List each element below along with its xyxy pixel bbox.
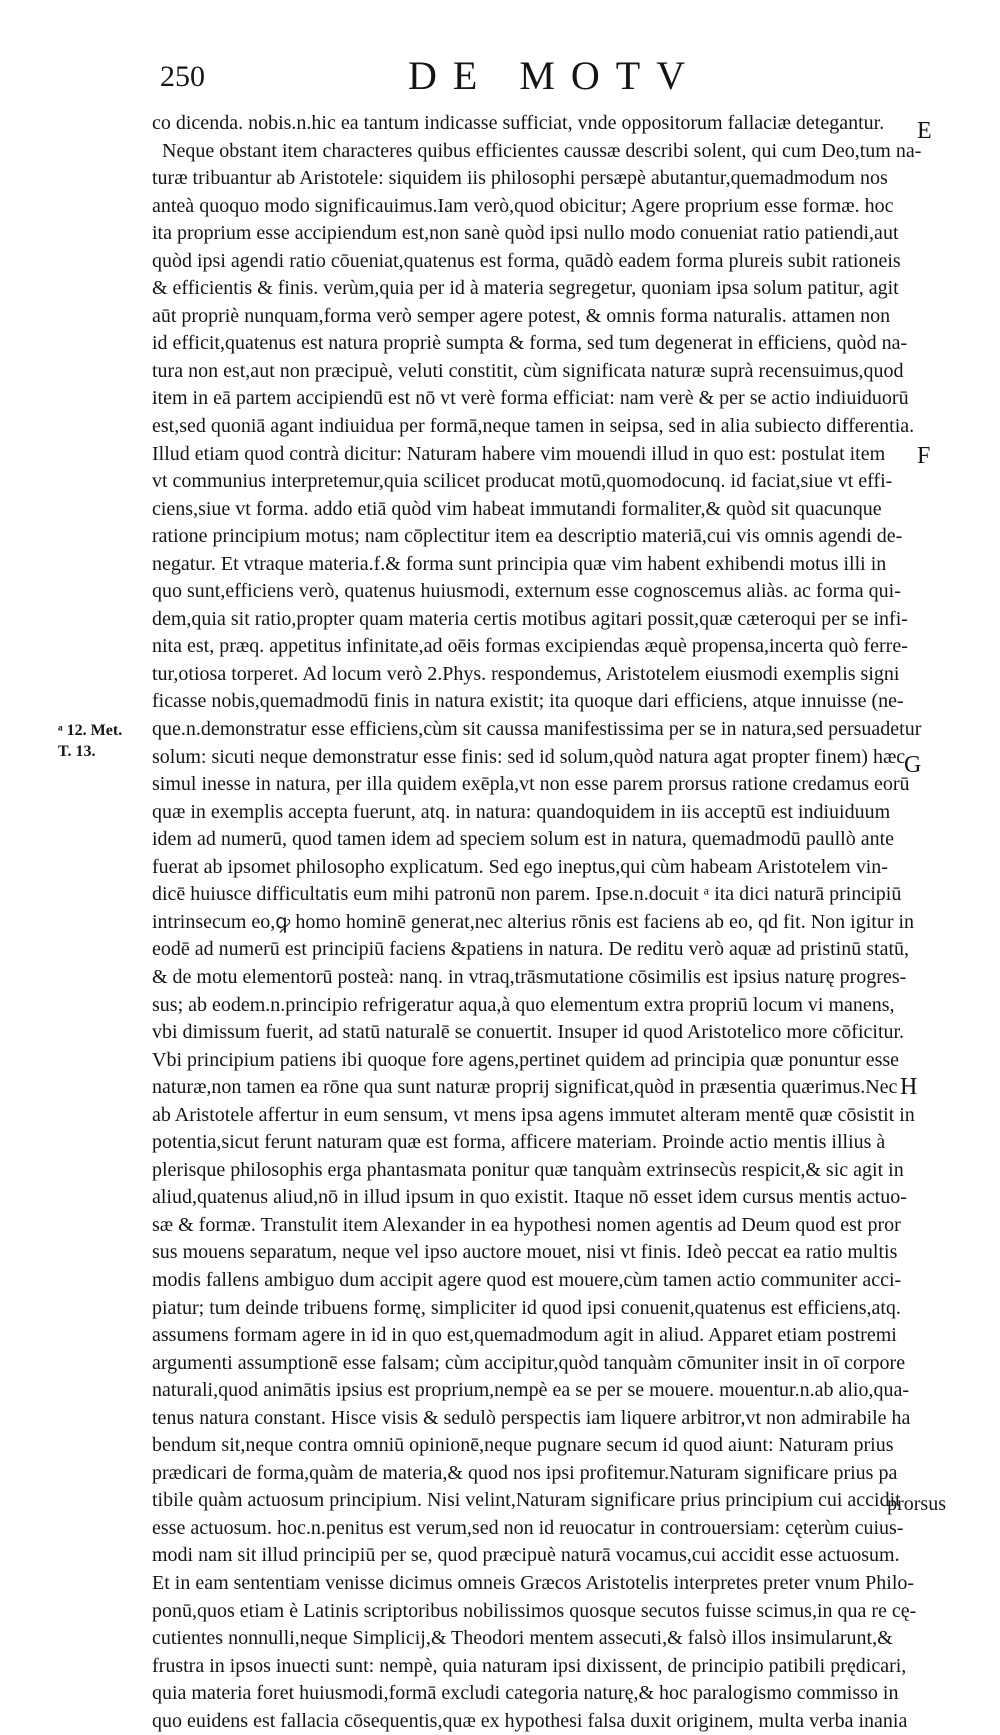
- text-line: argumenti assumptionē esse falsam; cùm accipitur,quòd tanquàm cōmuniter insit in oī corpore: [152, 1351, 906, 1374]
- text-line: ratione principium motus; nam cōplectitur item ea descriptio materiā,cui vis omnis agendi de-: [152, 525, 903, 548]
- margin-letter-g: G: [904, 752, 922, 778]
- text-line: sus mouens separatum, neque vel ipso auctore mouet, nisi vt finis. Ideò peccat ea ratio multis: [152, 1241, 898, 1264]
- text-line: piatur; tum deinde tribuens formę, simpliciter id quod ipsi conuenit,quatenus est efficiens,atq.: [152, 1296, 901, 1319]
- text-line: esse actuosum. hoc.n.penitus est verum,sed non id reuocatur in controuersiam: cęterùm cuius-: [152, 1516, 904, 1539]
- text-line: dicē huiusce difficultatis eum mihi patronū non parem. Ipse.n.docuit ᵃ ita dici naturā principiū: [152, 883, 902, 906]
- text-line: potentia,sicut ferunt naturam quæ est forma, afficere materiam. Proinde actio mentis illius à: [152, 1131, 886, 1154]
- catchword: prorsus: [887, 1493, 946, 1515]
- text-line: ponū,quos etiam è Latinis scriptoribus nobilissimos quosque secutos fuisse scimus,in qua re cę-: [152, 1599, 917, 1622]
- text-line: sæ & formæ. Transtulit item Alexander in ea hypothesi nomen agentis ad Deum quod est pror: [152, 1213, 901, 1236]
- text-line: co dicenda. nobis.n.hic ea tantum indicasse sufficiat, vnde oppositorum fallaciæ detegantur.: [152, 112, 885, 134]
- text-line: ficasse nobis,quemadmodū finis in natura existit; ita quoque dari efficiens, atque innuisse (ne-: [152, 690, 904, 713]
- text-line: naturæ,non tamen ea rōne qua sunt naturæ proprij significat,quòd in præsentia quærimus.Nec: [152, 1076, 898, 1099]
- text-line: quo sunt,efficiens verò, quatenus huiusmodi, externum esse cognoscemus aliàs. ac forma qui-: [152, 580, 901, 603]
- text-line: item in eā partem accipiendū est nō vt verè forma efficiat: nam verè & per se actio indiuiduorū: [152, 387, 909, 410]
- text-line: ita proprium esse accipiendum est,non sanè quòd ipsi nullo modo conueniat ratio patiendi,aut: [152, 222, 899, 245]
- text-line: vbi dimissum fuerit, ad statū naturalē se conuertit. Insuper id quod Aristotelico more cōficitur.: [152, 1021, 905, 1044]
- text-line: naturali,quod animātis ipsius est proprium,nempè ea se per se mouere. mouentur.n.ab alio,qua-: [152, 1379, 910, 1402]
- text-line: que.n.demonstratur esse efficiens,cùm sit caussa manifestissima per se in natura,sed persuadetur: [152, 718, 922, 741]
- text-line: est,sed quoniā agant indiuidua per formā,neque tamen in seipsa, sed in alia subiecto differentia.: [152, 415, 915, 438]
- text-line: idem ad numerū, quod tamen idem ad speciem solum est in natura, quemadmodū paullò ante: [152, 828, 895, 851]
- margin-note-text: T. 13.: [58, 743, 96, 760]
- text-line: modi nam sit illud principiū per se, quod præcipuè naturā vocamus,cui accidit esse actuosum.: [152, 1544, 900, 1567]
- text-line: simul inesse in natura, per illa quidem exēpla,vt non esse parem prorsus ratione credamus eorū: [152, 773, 910, 796]
- text-line: eodē ad numerū est principiū faciens &patiens in natura. De reditu verò aquæ ad pristinū statū,: [152, 938, 910, 961]
- text-line: quo euidens est fallacia cōsequentis,quæ ex hypothesi falsa duxit originem, multa verba inania: [152, 1709, 908, 1732]
- running-title: DE MOTV: [408, 53, 702, 98]
- text-line: plerisque philosophis erga phantasmata ponitur quæ tanquàm extrinsecùs respicit,& sic agit in: [152, 1158, 904, 1181]
- text-line: tura non est,aut non præcipuè, veluti constitit, cùm significata naturæ suprà recensuimus,quod: [152, 359, 904, 382]
- text-line: ciens,siue vt forma. addo etiā quòd vim habeat immutandi formaliter,& quòd sit quacunque: [152, 497, 882, 520]
- margin-note-reference: ᵃ 12. Met.: [58, 722, 123, 739]
- text-line: Neque obstant item characteres quibus efficientes caussæ describi solent, qui cum Deo,tum na-: [162, 139, 922, 162]
- text-line: & efficientis & finis. verùm,quia per id à materia segregetur, quoniam ipsa solum patitur, agit: [152, 277, 899, 300]
- text-line: quia materia foret huiusmodi,formā excludi categoria naturę,& hoc paralogismo commisso in: [152, 1682, 899, 1705]
- text-line: aliud,quatenus aliud,nō in illud ipsum in quo existit. Itaque nō esset idem cursus mentis actuo-: [152, 1186, 907, 1209]
- text-line: solum: sicuti neque demonstratur esse finis: sed id solum,quòd natura agat propter finem) hæc: [152, 745, 906, 768]
- text-line: intrinsecum eo,ꝙ homo hominē generat,nec alterius rōnis est faciens ab eo, qd fit. Non igitur in: [152, 910, 915, 933]
- margin-letter-f: F: [917, 443, 931, 469]
- text-line: bendum sit,neque contra omniū opinionē,neque pugnare secum id quod aiunt: Naturam prius: [152, 1434, 894, 1457]
- margin-letter-h: H: [900, 1074, 918, 1100]
- text-line: negatur. Et vtraque materia.f.& forma sunt principia quæ vim habent exhibendi motus illi in: [152, 552, 887, 575]
- text-line: aūt propriè nunquam,forma verò semper agere potest, & omnis forma naturalis. attamen non: [152, 304, 891, 327]
- text-line: tibile quàm actuosum principium. Nisi velint,Naturam significare prius principium cui accidit: [152, 1489, 901, 1512]
- text-line: & de motu elementorū posteà: nanq. in vtraq,trāsmutatione cōsimilis est ipsius naturę progres-: [152, 965, 907, 988]
- text-line: nita est, præq. appetitus infinitate,ad oēis formas excipiendas æquè propensa,incerta quò ferre-: [152, 635, 908, 658]
- text-line: vt communius interpretemur,quia scilicet producat motū,quomodocunq. id faciat,siue vt effi-: [152, 470, 893, 493]
- text-line: ab Aristotele affertur in eum sensum, vt mens ipsa agens immutet alteram mentē quæ cōsistit in: [152, 1103, 915, 1126]
- text-line: frustra in ipsos inuecti sunt: nempè, quia naturam ipsi dixissent, de principio patibili prędicari,: [152, 1654, 907, 1677]
- text-line: quæ in exemplis accepta fuerunt, atq. in natura: quandoquidem in iis acceptū est indiuiduum: [152, 800, 891, 823]
- text-line: fuerat ab ipsomet philosopho explicatum. Sed ego ineptus,qui cùm habeam Aristotelem vin-: [152, 855, 888, 878]
- body-text: [152, 110, 974, 1735]
- text-line: Illud etiam quod contrà dicitur: Naturam habere vim mouendi illud in quo est: postulat item: [152, 442, 886, 465]
- text-line: tenus natura constant. Hisce visis & sedulò perspectis iam liquere arbitror,vt non admirabile ha: [152, 1406, 911, 1429]
- text-line: assumens formam agere in id in quo est,quemadmodum agit in aliud. Apparet etiam postremi: [152, 1324, 897, 1347]
- page-number: 250: [160, 60, 205, 93]
- text-line: quòd ipsi agendi ratio cōueniat,quatenus est forma, quādò eadem forma plureis subit rationeis: [152, 249, 901, 272]
- text-line: Vbi principium patiens ibi quoque fore agens,pertinet quidem ad principia quæ ponuntur esse: [152, 1048, 900, 1071]
- text-line: Et in eam sententiam venisse dicimus omneis Græcos Aristotelis interpretes preter vnum Philo-: [152, 1571, 915, 1594]
- text-line: dem,quia sit ratio,propter quam materia certis motibus agitari possit,quæ cæteroqui per se infi-: [152, 607, 908, 630]
- text-line: sus; ab eodem.n.principio refrigeratur aqua,à quo elementum extra propriū locum vi manens,: [152, 993, 895, 1016]
- margin-letter-e: E: [917, 118, 932, 144]
- text-line: anteà quoquo modo significauimus.Iam verò,quod obicitur; Agere proprium esse formæ. hoc: [152, 194, 894, 217]
- text-line: tur,otiosa torperet. Ad locum verò 2.Phys. respondemus, Aristotelem eiusmodi exemplis signi: [152, 662, 900, 685]
- text-line: prædicari de forma,quàm de materia,& quod nos ipsi profitemur.Naturam significare prius pa: [152, 1461, 898, 1484]
- text-line: modis fallens ambiguo dum accipit agere quod est mouere,cùm tamen actio communiter acci-: [152, 1268, 902, 1291]
- text-line: cutientes nonnulli,neque Simplicij,& Theodori mentem assecuti,& falsò illos insimularunt,&: [152, 1627, 893, 1650]
- text-line: id efficit,quatenus est natura propriè sumpta & forma, sed tum degenerat in efficiens, quòd na-: [152, 332, 908, 355]
- text-line: turæ tribuantur ab Aristotele: siquidem iis philosophi persæpè abutantur,quemadmodum nos: [152, 167, 888, 190]
